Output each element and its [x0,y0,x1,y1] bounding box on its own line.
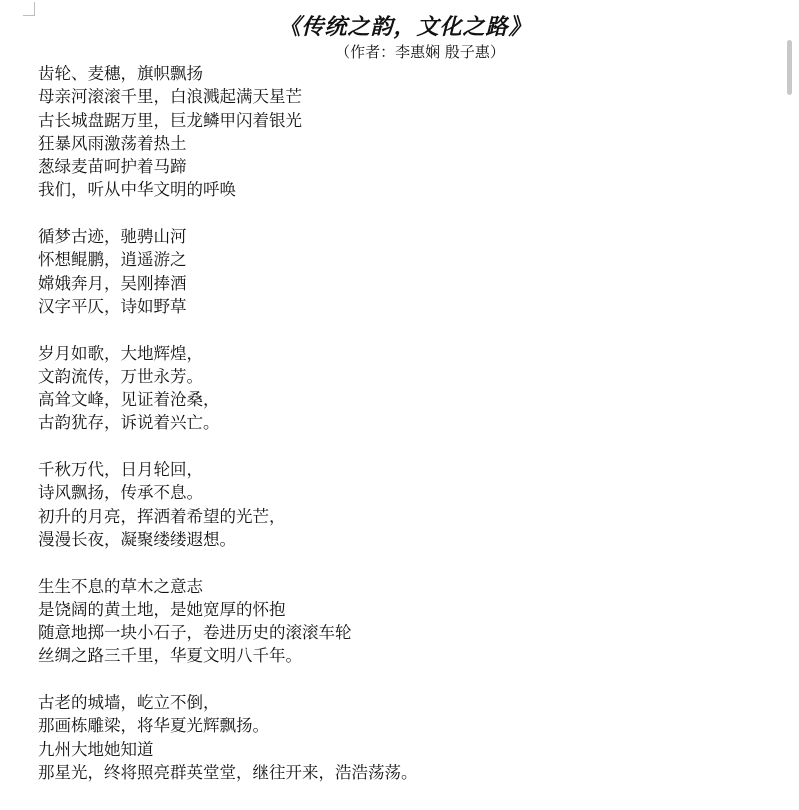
poem-line: 文韵流传，万世永芳。 [38,366,203,386]
poem-line: 汉字平仄，诗如野草 [38,296,187,316]
stanza-2 [38,225,418,318]
poem-line: 嫦娥奔月，吴刚捧酒 [38,273,187,293]
poem-line: 循梦古迹，驰骋山河 [38,227,187,247]
poem-line: 是饶阔的黄土地，是她宽厚的怀抱 [38,599,286,619]
poem-line: 高耸文峰，见证着沧桑， [38,390,220,410]
stanza-4 [38,458,418,551]
stanza-3 [38,342,418,435]
poem-line: 岁月如歌，大地辉煌， [38,343,203,363]
poem-line: 诗风飘扬，传承不息。 [38,483,203,503]
poem-line: 随意地掷一块小石子，卷进历史的滚滚车轮 [38,623,352,643]
poem-line: 齿轮、麦穗，旗帜飘扬 [38,64,203,83]
vertical-scrollbar[interactable] [780,0,799,810]
poem-line: 漫漫长夜，凝聚缕缕遐想。 [38,529,236,549]
poem-line: 古长城盘踞万里，巨龙鳞甲闪着银光 [38,110,302,130]
author-line: （作者：李惠娴 殷子惠） [335,43,505,61]
poem-title: 《传统之韵，文化之路》 [278,15,532,40]
poem-line: 狂暴风雨激荡着热土 [38,133,187,153]
scrollbar-thumb[interactable] [787,40,792,95]
poem-line: 初升的月亮，挥洒着希望的光芒， [38,506,286,526]
poem-line: 古老的城墙，屹立不倒， [38,693,220,713]
poem-line: 千秋万代，日月轮回， [38,460,203,480]
poem-line: 生生不息的草木之意志 [38,576,203,596]
poem-line: 葱绿麦苗呵护着马蹄 [38,157,187,177]
poem-line: 怀想鲲鹏，逍遥游之 [38,250,187,270]
poem-line: 九州大地她知道 [38,739,154,759]
stanza-1 [38,62,418,202]
poem-line: 我们，听从中华文明的呼唤 [38,180,236,200]
poem-line: 古韵犹存，诉说着兴亡。 [38,413,220,433]
poem-line: 那画栋雕梁，将华夏光辉飘扬。 [38,716,269,736]
stanza-5 [38,575,418,668]
poem-line: 母亲河滚滚千里，白浪溅起满天星芒 [38,87,302,107]
poem-line: 丝绸之路三千里，华夏文明八千年。 [38,646,302,666]
poem-body [38,62,418,784]
stanza-6 [38,691,418,784]
poem-line: 那星光，终将照亮群英堂堂，继往开来，浩浩荡荡。 [38,762,418,782]
